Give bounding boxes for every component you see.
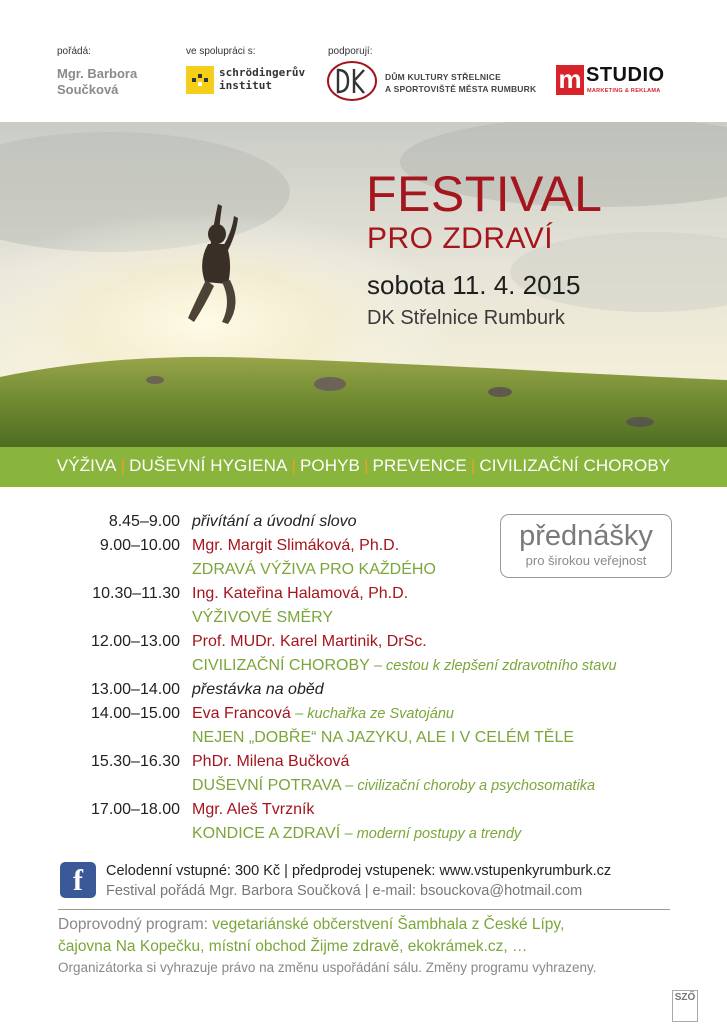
schedule-row	[0, 606, 727, 630]
schedule-time: 15.30–16.30	[91, 753, 180, 770]
schedule-text: přivítání a úvodní slovo	[192, 513, 357, 530]
schedule-time: 9.00–10.00	[99, 537, 180, 554]
schedule-speaker-line	[192, 702, 454, 726]
disclaimer-note: Organizátorka si vyhrazuje právo na změnu uspořádání sálu. Změny programu vyhrazeny.	[58, 960, 597, 975]
topic-separator: |	[470, 456, 476, 475]
schrodinger-logo	[186, 64, 306, 100]
topic-item: POHYB	[299, 456, 360, 475]
schedule-speaker: Eva Francová	[192, 705, 291, 722]
festival-title: FESTIVAL	[366, 166, 603, 222]
mstudio-m-icon: m	[556, 65, 584, 95]
dk-strelnice-text	[385, 71, 536, 95]
schrodinger-box-icon	[186, 66, 214, 94]
schedule-speaker: PhDr. Milena Bučková	[192, 753, 350, 770]
accompanying-label: Doprovodný program:	[58, 916, 208, 933]
schedule-row	[0, 534, 727, 558]
topic-item: VÝŽIVA	[56, 456, 117, 475]
mstudio-word: STUDIO	[586, 64, 665, 86]
topic-item: PREVENCE	[372, 456, 467, 475]
schedule-row	[0, 798, 727, 822]
organizer-name-line2: Součková	[57, 82, 119, 97]
schedule-time: 17.00–18.00	[91, 801, 180, 818]
cooperation-label: ve spolupráci s:	[186, 46, 256, 57]
schedule-topic-note: – civilizační choroby a psychosomatika	[345, 778, 596, 794]
schedule-time: 13.00–14.00	[91, 681, 180, 698]
organizer-name-line1: Mgr. Barbora	[57, 66, 138, 81]
schedule-speaker: Mgr. Aleš Tvrzník	[192, 801, 315, 818]
facebook-icon[interactable]: f	[60, 862, 96, 898]
schedule-time: 14.00–15.00	[91, 705, 180, 722]
schedule-topic: DUŠEVNÍ POTRAVA	[192, 777, 341, 794]
schedule-row	[0, 774, 727, 798]
support-label: podporují:	[328, 46, 373, 57]
schedule-row	[0, 630, 727, 654]
schedule-row	[0, 678, 727, 702]
topic-separator: |	[120, 456, 126, 475]
schedule-topic: ZDRAVÁ VÝŽIVA PRO KAŽDÉHO	[192, 561, 436, 578]
schedule-time: 10.30–11.30	[92, 585, 180, 602]
organizer-label: pořádá:	[57, 46, 91, 57]
schedule-speaker: Prof. MUDr. Karel Martinik, DrSc.	[192, 633, 427, 650]
topic-separator: |	[364, 456, 369, 475]
topic-separator: |	[291, 456, 296, 475]
dk-strelnice-logo-icon	[326, 60, 378, 102]
topics-band	[0, 447, 727, 487]
schedule-topic: NEJEN „DOBŘE“ NA JAZYKU, ALE I V CELÉM TĚLE	[192, 729, 575, 746]
mstudio-subtitle: MARKETING & REKLAMA	[587, 88, 661, 94]
schedule-time: 12.00–13.00	[91, 633, 180, 650]
schedule-topic-note: – cestou k zlepšení zdravotního stavu	[373, 658, 617, 674]
schedule-row	[0, 726, 727, 750]
accompanying-text-2: čajovna Na Kopečku, místní obchod Žijme zdravě, ekokrámek.cz, …	[58, 938, 528, 955]
schedule-topic-note: – moderní postupy a trendy	[344, 826, 522, 842]
festival-venue: DK Střelnice Rumburk	[367, 307, 565, 329]
lectures-title: přednášky	[519, 520, 653, 552]
hero-banner	[0, 122, 727, 447]
accompanying-program	[58, 916, 564, 934]
hero-photo	[0, 122, 727, 447]
schedule-topic: VÝŽIVOVÉ SMĚRY	[192, 609, 334, 626]
schedule-row	[0, 822, 727, 846]
dk-line2: A SPORTOVIŠTĚ MĚSTA RUMBURK	[385, 84, 537, 94]
accompanying-text-1: vegetariánské občerstvení Šambhala z České Lípy,	[212, 916, 565, 933]
dk-line1: DŮM KULTURY STŘELNICE	[385, 72, 501, 82]
schedule-topic-line	[192, 822, 521, 846]
schedule-row	[0, 702, 727, 726]
sponsor-header	[0, 0, 727, 122]
schedule-speaker-note: – kuchařka ze Svatojánu	[295, 706, 454, 722]
schedule-speaker: Mgr. Margit Slimáková, Ph.D.	[192, 537, 400, 554]
schrodinger-text	[219, 66, 305, 92]
schedule-row	[0, 750, 727, 774]
schedule-row	[0, 654, 727, 678]
schedule-time: 8.45–9.00	[108, 513, 180, 530]
szo-mark-icon: SZŐ	[672, 990, 698, 1022]
footer-divider	[58, 909, 670, 910]
topic-item: CIVILIZAČNÍ CHOROBY	[479, 456, 671, 475]
festival-subtitle: PRO ZDRAVÍ	[367, 222, 554, 255]
mstudio-logo	[556, 65, 672, 97]
schedule-text: přestávka na oběd	[192, 681, 324, 698]
organizer-contact: Festival pořádá Mgr. Barbora Součková | e-mail: bsouckova@hotmail.com	[106, 883, 583, 899]
schedule-topic-line	[192, 774, 595, 798]
schedule-row	[0, 582, 727, 606]
festival-date: sobota 11. 4. 2015	[367, 270, 581, 300]
topic-item: DUŠEVNÍ HYGIENA	[129, 456, 288, 475]
schedule-row	[0, 558, 727, 582]
topics-list	[0, 456, 727, 476]
schedule-speaker: Ing. Kateřina Halamová, Ph.D.	[192, 585, 409, 602]
ticket-info: Celodenní vstupné: 300 Kč | předprodej vstupenek: www.vstupenkyrumburk.cz	[106, 863, 612, 879]
schedule-row	[0, 510, 727, 534]
schedule-topic-line	[192, 654, 617, 678]
organizer-name	[57, 66, 137, 98]
schrodinger-line1: schrödingerův	[219, 66, 306, 79]
schrodinger-line2: institut	[219, 79, 272, 92]
lectures-subtitle: pro širokou veřejnost	[525, 553, 647, 568]
schedule-topic: CIVILIZAČNÍ CHOROBY	[192, 657, 370, 674]
schedule-topic: KONDICE A ZDRAVÍ	[192, 825, 341, 842]
